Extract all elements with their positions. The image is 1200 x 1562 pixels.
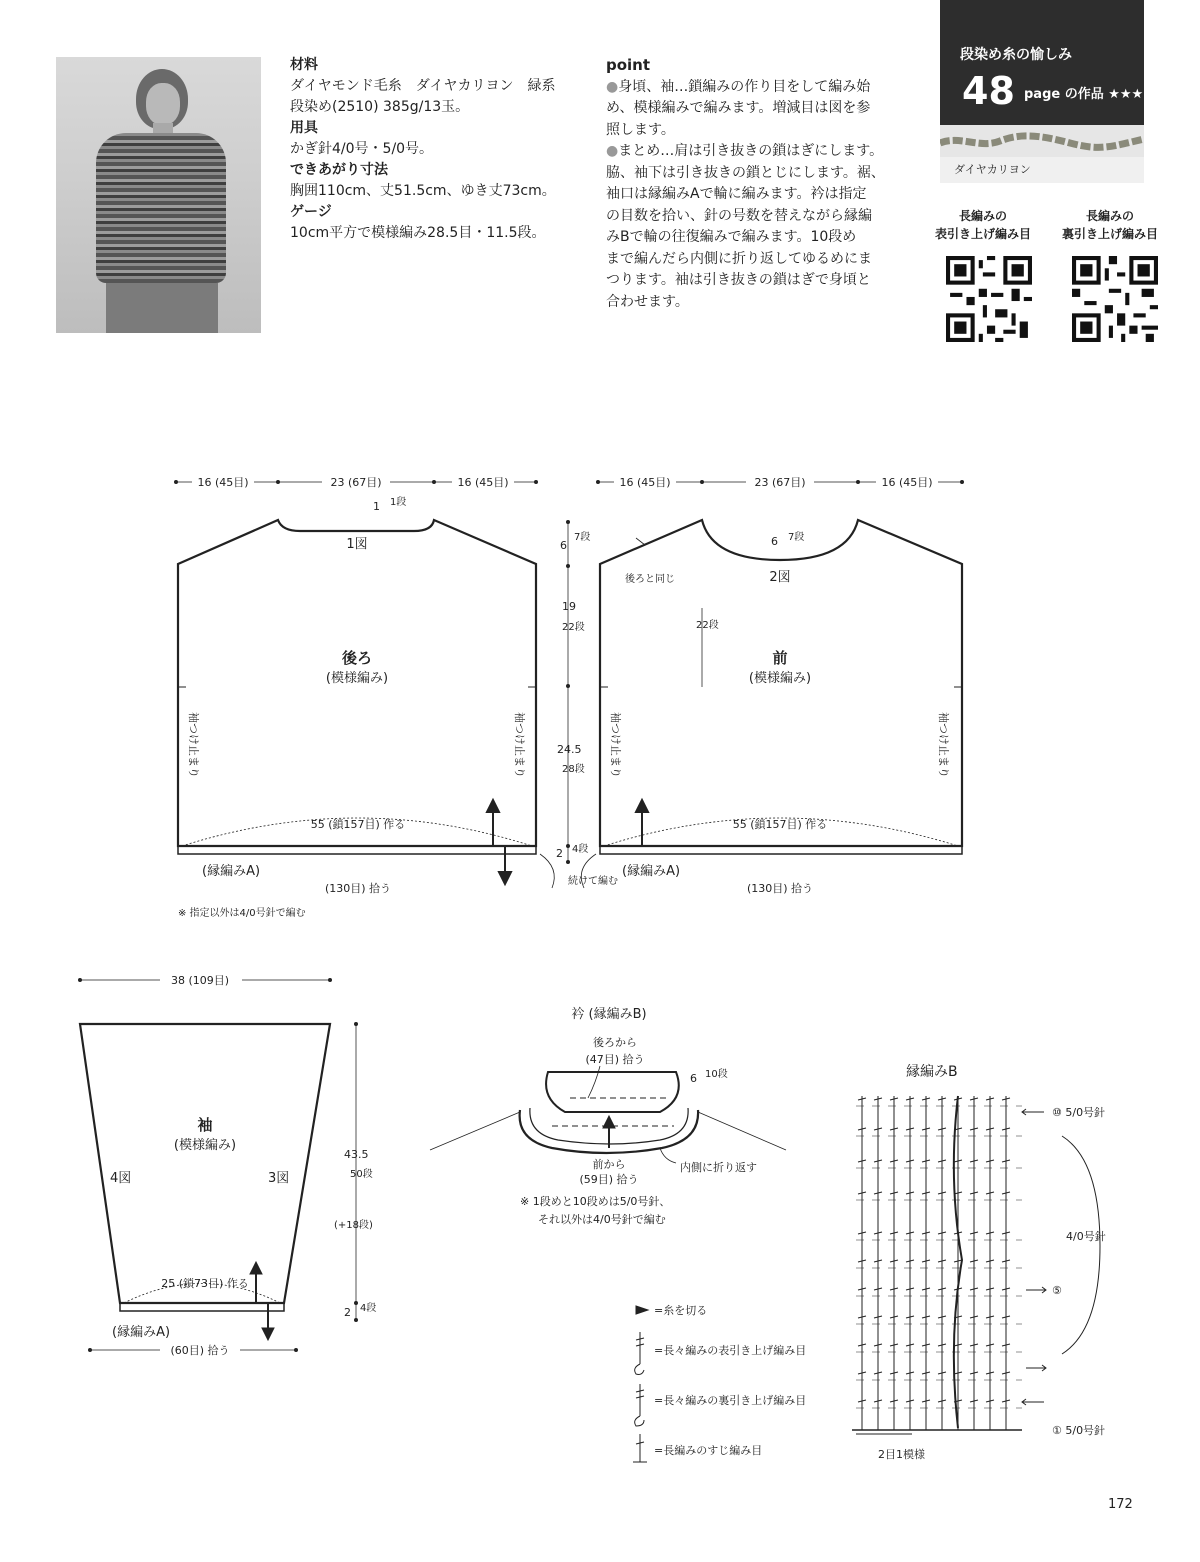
- collar-note: それ以外は4/0号針で編む: [538, 1213, 666, 1226]
- dim-label: 16 (45目): [881, 476, 933, 489]
- edge-a-label: (縁編みA): [112, 1325, 171, 1340]
- figure-label: 4図: [110, 1171, 132, 1186]
- back-post-dtr-icon: [635, 1384, 644, 1426]
- figure-label: 3図: [268, 1171, 290, 1186]
- dim-label: 23 (67目): [754, 476, 806, 489]
- same-as-back: 後ろと同じ: [625, 574, 675, 585]
- row-count: 50段: [350, 1169, 373, 1180]
- tools-line: かぎ針4/0号・5/0号。: [290, 141, 434, 157]
- collar-back: [546, 1072, 679, 1112]
- sleeve-title: 袖: [197, 1116, 213, 1134]
- sleeve-stop-label: 袖つけ止まり: [187, 712, 200, 778]
- gauge-line: 10cm平方で模様編み28.5目・11.5段。: [290, 225, 546, 241]
- sleeve-subtitle: (模様編み): [173, 1138, 237, 1153]
- needle-label: 4/0号針: [1066, 1230, 1106, 1243]
- point-line: まとめ…肩は引き抜きの鎖はぎにします。: [618, 143, 884, 159]
- point-line: まで編んだら内側に折り返してゆるめにま: [606, 250, 872, 267]
- sleeve-stop-label: 袖つけ止まり: [937, 712, 950, 778]
- page-number: 172: [1108, 1497, 1133, 1512]
- gauge-heading: ゲージ: [290, 204, 332, 220]
- row-count: 22段: [562, 622, 585, 633]
- point-line: 脇、袖下は引き抜きの鎖とじにします。裾、: [606, 164, 885, 181]
- edge-a-label: (縁編みA): [202, 864, 261, 879]
- dim-number: 43.5: [344, 1148, 369, 1161]
- legend-label: =糸を切る: [654, 1304, 708, 1317]
- dim-label: 16 (45目): [619, 476, 671, 489]
- dim-label: 16 (45目): [457, 476, 509, 489]
- edge-a-label: (縁編みA): [622, 864, 681, 879]
- sleeve-diagram: [78, 972, 376, 1358]
- edging-b-chart: [852, 1064, 1106, 1461]
- point-line: 合わせます。: [606, 293, 689, 310]
- row-label: ⑩ 5/0号針: [1052, 1106, 1106, 1119]
- collar-from-front: 前から: [592, 1158, 626, 1171]
- legend-label: =長々編みの表引き上げ編み目: [654, 1344, 807, 1357]
- symbol-legend: [633, 1303, 806, 1462]
- dim-number: 6: [560, 539, 567, 552]
- sleeve-stop-label: 袖つけ止まり: [609, 712, 622, 778]
- front-edging: [600, 846, 962, 854]
- bullet-icon: ●: [606, 78, 619, 95]
- collar-title: 衿 (縁編みB): [571, 1007, 647, 1022]
- dim-label: 16 (45目): [197, 476, 249, 489]
- collar-diagram: [430, 1007, 786, 1226]
- series-title: 段染め糸の愉しみ: [960, 47, 1072, 63]
- point-line: 身頃、袖…鎖編みの作り目をして編み始: [618, 78, 871, 95]
- point-line: め、模様編みで編みます。増減目は図を参: [606, 100, 871, 116]
- sleeve-stop-label: 袖つけ止まり: [513, 712, 526, 778]
- back-subtitle: (模様編み): [325, 671, 389, 686]
- sleeve-chain-label: 25 (鎖73目) 作る: [161, 1277, 249, 1290]
- row-count: 22段: [696, 620, 719, 631]
- point-line: の目数を拾い、針の号数を替えながら縁編: [606, 207, 872, 224]
- size-line: 胸囲110cm、丈51.5cm、ゆき丈73cm。: [290, 183, 556, 199]
- row-label: ① 5/0号針: [1052, 1424, 1106, 1437]
- body-diagrams: [174, 474, 964, 919]
- collar-note: ※ 1段めと10段めは5/0号針、: [520, 1195, 671, 1208]
- dim-number: 2: [344, 1306, 351, 1319]
- point-heading: point: [606, 56, 651, 74]
- row-count: 7段: [574, 532, 591, 543]
- pickup-label: (130目) 拾う: [746, 882, 814, 895]
- continue-label: 続けて編む: [568, 876, 618, 887]
- point-line: みBで輪の往復編みで編みます。10段め: [606, 229, 857, 245]
- repeat-label: 2目1模様: [878, 1448, 925, 1461]
- collar-from-back: 後ろから: [593, 1036, 637, 1049]
- tools-heading: 用具: [290, 120, 318, 136]
- fold-in-label: 内側に折り返す: [680, 1161, 757, 1174]
- point-line: つります。袖は引き抜きの鎖はぎで身頃と: [606, 272, 871, 288]
- size-heading: できあがり寸法: [290, 162, 388, 178]
- figure-label: 2図: [769, 570, 791, 585]
- row-count: 10段: [705, 1069, 728, 1080]
- row-label: ⑤: [1052, 1284, 1062, 1297]
- sleeve-outline: [80, 1024, 330, 1303]
- materials-heading: 材料: [290, 57, 318, 73]
- dim-number: 24.5: [557, 743, 582, 756]
- sleeve-edging: [120, 1303, 284, 1311]
- row-label: 1段: [390, 497, 407, 508]
- page-label: page の作品 ★★★: [1024, 87, 1144, 102]
- figure-label: 1図: [346, 537, 368, 552]
- legend-label: =長々編みの裏引き上げ編み目: [654, 1394, 807, 1407]
- cut-yarn-icon: [636, 1306, 648, 1314]
- pickup-label: (60目) 拾う: [170, 1344, 230, 1357]
- row-count: 28段: [562, 764, 585, 775]
- front-post-dtr-icon: [635, 1332, 644, 1375]
- materials-line: ダイヤモンド毛糸 ダイヤカリヨン 緑系: [290, 78, 556, 94]
- qr-label-line: 長編みの: [1085, 209, 1134, 223]
- dim-number: 6: [690, 1072, 697, 1085]
- bullet-icon: ●: [606, 143, 619, 159]
- stitch-columns: [856, 1096, 1022, 1430]
- point-line: 照します。: [606, 121, 675, 138]
- collar-pickup-front: (59目) 拾う: [579, 1173, 639, 1186]
- dim-number: 19: [562, 600, 576, 613]
- pattern-number: 48: [962, 69, 1015, 113]
- back-loop-dc-icon: [633, 1434, 647, 1462]
- sleeve-width-label: 38 (109目): [170, 974, 230, 987]
- yarn-caption: ダイヤカリヨン: [940, 157, 1144, 183]
- row-count: 7段: [788, 532, 805, 543]
- needle-note: ※ 指定以外は4/0号針で編む: [178, 908, 306, 919]
- legend-label: =長編みのすじ編み目: [654, 1444, 763, 1457]
- back-title: 後ろ: [341, 649, 373, 667]
- chain-start-label: 55 (鎖157目) 作る: [732, 818, 828, 831]
- materials-line: 段染め(2510) 385g/13玉。: [290, 99, 470, 115]
- dim-label: 23 (67目): [330, 476, 382, 489]
- chart-title: 縁編みB: [906, 1064, 958, 1080]
- row-count: 4段: [360, 1303, 377, 1314]
- back-edging: [178, 846, 536, 854]
- chain-start-label: 55 (鎖157目) 作る: [310, 818, 406, 831]
- qr-label-line: 表引き上げ編み目: [934, 227, 1031, 241]
- dim-number: 6: [771, 535, 778, 548]
- front-title: 前: [772, 649, 788, 667]
- front-subtitle: (模様編み): [748, 671, 812, 686]
- qr-label-line: 裏引き上げ編み目: [1061, 227, 1158, 241]
- row-increase: (+18段): [334, 1220, 373, 1231]
- point-line: 袖口は縁編みAで輪に編みます。衿は指定: [606, 186, 867, 202]
- pickup-label: (130目) 拾う: [324, 882, 392, 895]
- qr-label-line: 長編みの: [958, 209, 1007, 223]
- row-number: 1: [373, 500, 380, 513]
- dim-number: 2: [556, 847, 563, 860]
- collar-pickup-back: (47目) 拾う: [585, 1053, 645, 1066]
- row-count: 4段: [572, 844, 589, 855]
